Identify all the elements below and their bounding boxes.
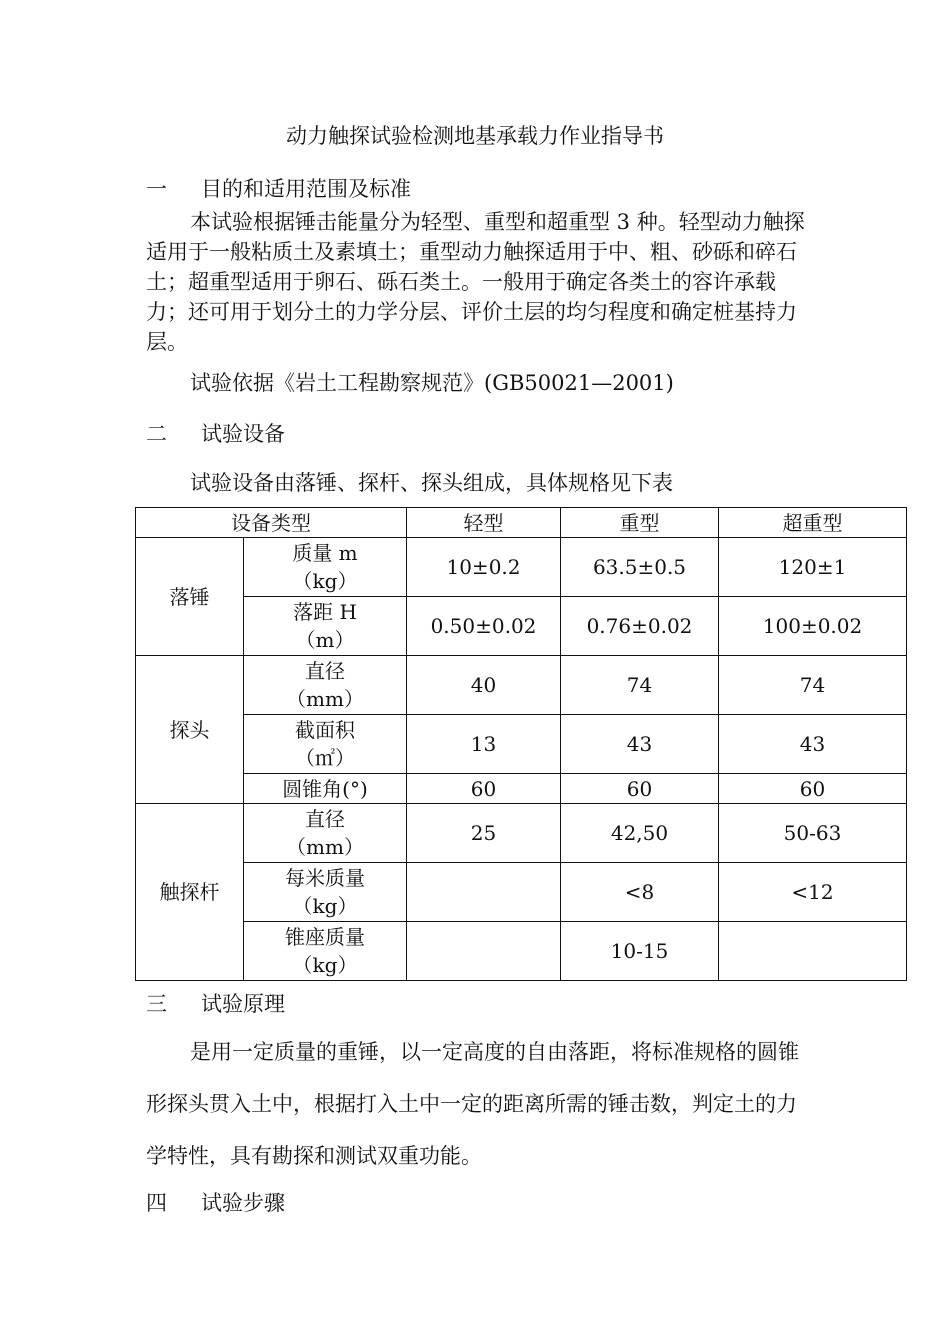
param-name: 锥座质量 (285, 925, 365, 949)
value-light: 40 (407, 656, 561, 715)
value-super: 100±0.02 (719, 597, 907, 656)
param-unit: （m） (295, 628, 355, 652)
value-super: 43 (719, 715, 907, 774)
table-row (136, 774, 907, 804)
page-title: 动力触探试验检测地基承载力作业指导书 (286, 124, 664, 148)
table-row (136, 597, 907, 656)
value-super (719, 922, 907, 981)
value-super: <12 (719, 863, 907, 922)
value-super: 50-63 (719, 804, 907, 863)
value-light: 10±0.2 (407, 538, 561, 597)
table-row (136, 538, 907, 597)
value-heavy: 43 (561, 715, 719, 774)
table-row (136, 656, 907, 715)
param-cell (244, 597, 407, 656)
param-unit: （kg） (292, 569, 358, 593)
table-row (136, 863, 907, 922)
value-heavy: 0.76±0.02 (561, 597, 719, 656)
section-3-heading (146, 988, 285, 1018)
value-super: 120±1 (719, 538, 907, 597)
value-heavy: 42,50 (561, 804, 719, 863)
section-3-title: 试验原理 (201, 992, 285, 1016)
param-name: 直径 (305, 807, 345, 831)
param-cell (244, 538, 407, 597)
section-1-heading (146, 173, 411, 203)
equipment-spec-table (135, 507, 907, 981)
header-equipment-type: 设备类型 (136, 508, 407, 538)
section-2-heading (146, 418, 285, 448)
value-light: 25 (407, 804, 561, 863)
value-light: 13 (407, 715, 561, 774)
value-heavy: 63.5±0.5 (561, 538, 719, 597)
param-unit: （kg） (292, 953, 358, 977)
param-name: 圆锥角(°) (282, 776, 368, 801)
value-light: 60 (407, 774, 561, 804)
param-name: 每米质量 (285, 866, 365, 890)
param-cell (244, 922, 407, 981)
header-light: 轻型 (407, 508, 561, 538)
param-name: 落距 H (293, 600, 357, 624)
value-super: 74 (719, 656, 907, 715)
param-cell (244, 656, 407, 715)
group-probe-head: 探头 (136, 656, 244, 804)
table-intro: 试验设备由落锤、探杆、探头组成，具体规格见下表 (190, 471, 673, 495)
param-unit: （mm） (286, 687, 364, 711)
section-1-number: 一 (146, 177, 167, 201)
param-cell (244, 863, 407, 922)
section-3-number: 三 (146, 992, 167, 1016)
value-light (407, 922, 561, 981)
section-4-number: 四 (146, 1191, 167, 1215)
param-name: 截面积 (295, 718, 355, 742)
param-cell (244, 715, 407, 774)
header-heavy: 重型 (561, 508, 719, 538)
value-heavy: 60 (561, 774, 719, 804)
value-super: 60 (719, 774, 907, 804)
param-cell (244, 774, 407, 804)
table-row (136, 715, 907, 774)
value-heavy: 74 (561, 656, 719, 715)
value-heavy: 10-15 (561, 922, 719, 981)
param-name: 质量 m (292, 541, 358, 565)
section-2-title: 试验设备 (201, 422, 285, 446)
value-light: 0.50±0.02 (407, 597, 561, 656)
section-2-number: 二 (146, 422, 167, 446)
param-cell (244, 804, 407, 863)
param-unit: （mm） (286, 835, 364, 859)
standard-basis: 试验依据《岩土工程勘察规范》(GB50021—2001) (190, 371, 674, 395)
group-rod: 触探杆 (136, 804, 244, 981)
section-1-paragraph: 本试验根据锤击能量分为轻型、重型和超重型 3 种。轻型动力触探适用于一般粘质土及素填土；重型动力触探适用于中、粗、砂砾和碎石土；超重型适用于卵石、砾石类土。一般用于确定各类土的容许承载力；还可用于划分土的力学分层、评价土层的均匀程度和确定桩基持力层。 (146, 210, 805, 354)
table-row (136, 804, 907, 863)
section-4-title: 试验步骤 (201, 1191, 285, 1215)
param-unit: （㎡） (295, 746, 355, 770)
param-unit: （kg） (292, 894, 358, 918)
value-heavy: <8 (561, 863, 719, 922)
table-row (136, 922, 907, 981)
group-hammer: 落锤 (136, 538, 244, 656)
table-header-row (136, 508, 907, 538)
value-light (407, 863, 561, 922)
param-name: 直径 (305, 659, 345, 683)
section-1-title: 目的和适用范围及标准 (201, 177, 411, 201)
header-super-heavy: 超重型 (719, 508, 907, 538)
section-4-heading (146, 1187, 285, 1217)
section-3-paragraph: 是用一定质量的重锤，以一定高度的自由落距，将标准规格的圆锥形探头贯入土中，根据打入土中一定的距离所需的锤击数，判定土的力学特性，具有勘探和测试双重功能。 (146, 1040, 799, 1168)
